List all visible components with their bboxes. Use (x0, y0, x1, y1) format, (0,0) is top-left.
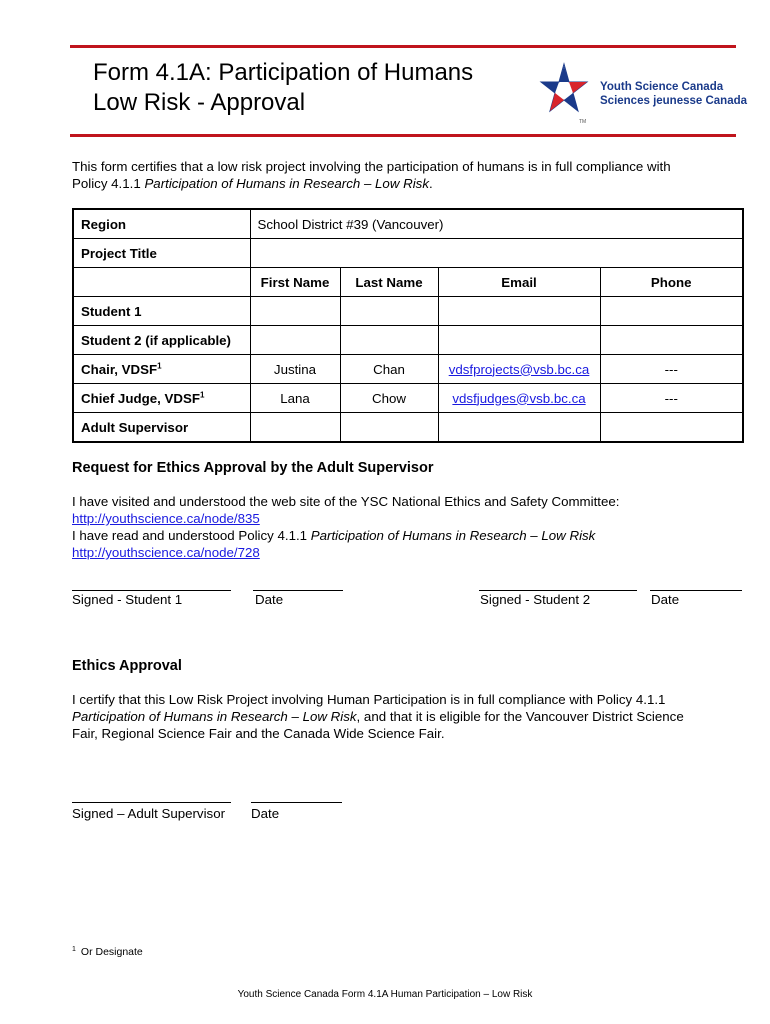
region-value[interactable]: School District #39 (Vancouver) (250, 209, 743, 239)
approval-line-2-rest: , and that it is eligible for the Vancouver District Science (356, 709, 684, 724)
title-line-1: Form 4.1A: Participation of Humans (93, 59, 474, 86)
header-last-name: Last Name (340, 268, 438, 297)
chief-judge-label-text: Chief Judge, VDSF (81, 390, 200, 406)
student-2-phone[interactable] (600, 326, 743, 355)
chair-email-cell (438, 355, 600, 384)
supervisor-last-name[interactable] (340, 413, 438, 443)
request-policy-title: Participation of Humans in Research – Low Risk (310, 528, 596, 543)
date-2-label: Date (651, 592, 680, 607)
table-header-row (73, 268, 743, 297)
approval-line-2 (72, 708, 684, 725)
student-1-first-name[interactable] (250, 297, 340, 326)
supervisor-signature-line[interactable] (72, 802, 231, 803)
header-first-name: First Name (250, 268, 340, 297)
date-3-label: Date (251, 806, 280, 821)
approval-policy-title: Participation of Humans in Research – Low Risk (72, 709, 357, 724)
policy-link[interactable]: http://youthscience.ca/node/728 (72, 545, 260, 560)
student-2-email[interactable] (438, 326, 600, 355)
chair-label-text: Chair, VDSF (81, 361, 158, 377)
table-row-region (73, 209, 743, 239)
student-1-email[interactable] (438, 297, 600, 326)
chair-last-name: Chan (340, 355, 438, 384)
footnote-mark: 1 (72, 945, 76, 953)
chair-email-link[interactable]: vdsfprojects@vsb.bc.ca (448, 361, 590, 377)
logo-line-1: Youth Science Canada (600, 81, 724, 93)
chair-phone: --- (600, 355, 743, 384)
supervisor-first-name[interactable] (250, 413, 340, 443)
request-line-1: I have visited and understood the web site of the YSC National Ethics and Safety Committee: (72, 494, 620, 509)
student-2-signature-line[interactable] (479, 590, 637, 591)
table-row (73, 326, 743, 355)
header-bottom-rule (70, 134, 736, 137)
intro-policy: Policy 4.1.1 (72, 176, 145, 191)
request-text (72, 493, 619, 561)
table-row (73, 413, 743, 443)
intro-policy-title: Participation of Humans in Research – Low Risk (144, 176, 429, 191)
table-row-project-title (73, 239, 743, 268)
approval-line-1: I certify that this Low Risk Project involving Human Participation is in full compliance with Policy 4.1.1 (72, 692, 666, 707)
supervisor-signature-label: Signed – Adult Supervisor (72, 806, 226, 821)
date-2-line[interactable] (650, 590, 742, 591)
row-label-chief-judge (73, 384, 250, 413)
header-blank-cell (73, 268, 250, 297)
participants-table (72, 208, 744, 443)
student-2-first-name[interactable] (250, 326, 340, 355)
approval-line-3: Fair, Regional Science Fair and the Canada Wide Science Fair. (72, 726, 445, 741)
request-line-3 (72, 527, 619, 544)
title-line-2: Low Risk - Approval (93, 89, 306, 116)
logo-wordmark (600, 80, 747, 108)
table-row (73, 297, 743, 326)
row-label-adult-supervisor: Adult Supervisor (73, 413, 250, 443)
approval-text (72, 691, 684, 742)
supervisor-email[interactable] (438, 413, 600, 443)
date-3-line[interactable] (251, 802, 342, 803)
project-title-field[interactable] (250, 239, 743, 268)
header-phone: Phone (600, 268, 743, 297)
row-label-student-1: Student 1 (73, 297, 250, 326)
footnote-ref: 1 (157, 361, 162, 371)
logo-line-2: Sciences jeunesse Canada (600, 95, 748, 107)
student-1-last-name[interactable] (340, 297, 438, 326)
footnote (72, 946, 143, 958)
intro-line-2 (72, 175, 671, 192)
table-row (73, 384, 743, 413)
table-row (73, 355, 743, 384)
header-email: Email (438, 268, 600, 297)
chief-judge-first-name: Lana (250, 384, 340, 413)
student-2-signature-label: Signed - Student 2 (480, 592, 591, 607)
page-footer: Youth Science Canada Form 4.1A Human Participation – Low Risk (237, 989, 533, 1000)
request-policy: I have read and understood Policy 4.1.1 (72, 528, 311, 543)
chief-judge-phone: --- (600, 384, 743, 413)
project-title-label: Project Title (73, 239, 250, 268)
chair-first-name: Justina (250, 355, 340, 384)
footnote-ref: 1 (199, 390, 205, 400)
row-label-student-2: Student 2 (if applicable) (73, 326, 250, 355)
request-heading: Request for Ethics Approval by the Adult Supervisor (72, 460, 434, 476)
student-2-last-name[interactable] (340, 326, 438, 355)
chief-judge-last-name: Chow (340, 384, 438, 413)
chief-judge-email-link[interactable]: vdsfjudges@vsb.bc.ca (452, 390, 586, 406)
intro-text (72, 158, 671, 192)
region-label: Region (73, 209, 250, 239)
header-top-rule (70, 45, 736, 48)
student-1-signature-label: Signed - Student 1 (72, 592, 183, 607)
approval-heading: Ethics Approval (72, 658, 182, 674)
intro-line-1: This form certifies that a low risk project involving the participation of humans is in full compliance with (72, 159, 671, 174)
intro-period: . (428, 176, 433, 191)
star-swirl-icon (538, 62, 590, 122)
row-label-chair (73, 355, 250, 384)
ysc-logo (538, 62, 748, 128)
supervisor-phone[interactable] (600, 413, 743, 443)
student-1-phone[interactable] (600, 297, 743, 326)
ethics-committee-link[interactable]: http://youthscience.ca/node/835 (72, 511, 260, 526)
footnote-text: Or Designate (80, 946, 143, 958)
page-title (93, 58, 473, 118)
student-1-signature-line[interactable] (72, 590, 231, 591)
logo-trademark: TM (579, 119, 587, 125)
date-1-label: Date (255, 592, 284, 607)
date-1-line[interactable] (253, 590, 343, 591)
chief-judge-email-cell (438, 384, 600, 413)
